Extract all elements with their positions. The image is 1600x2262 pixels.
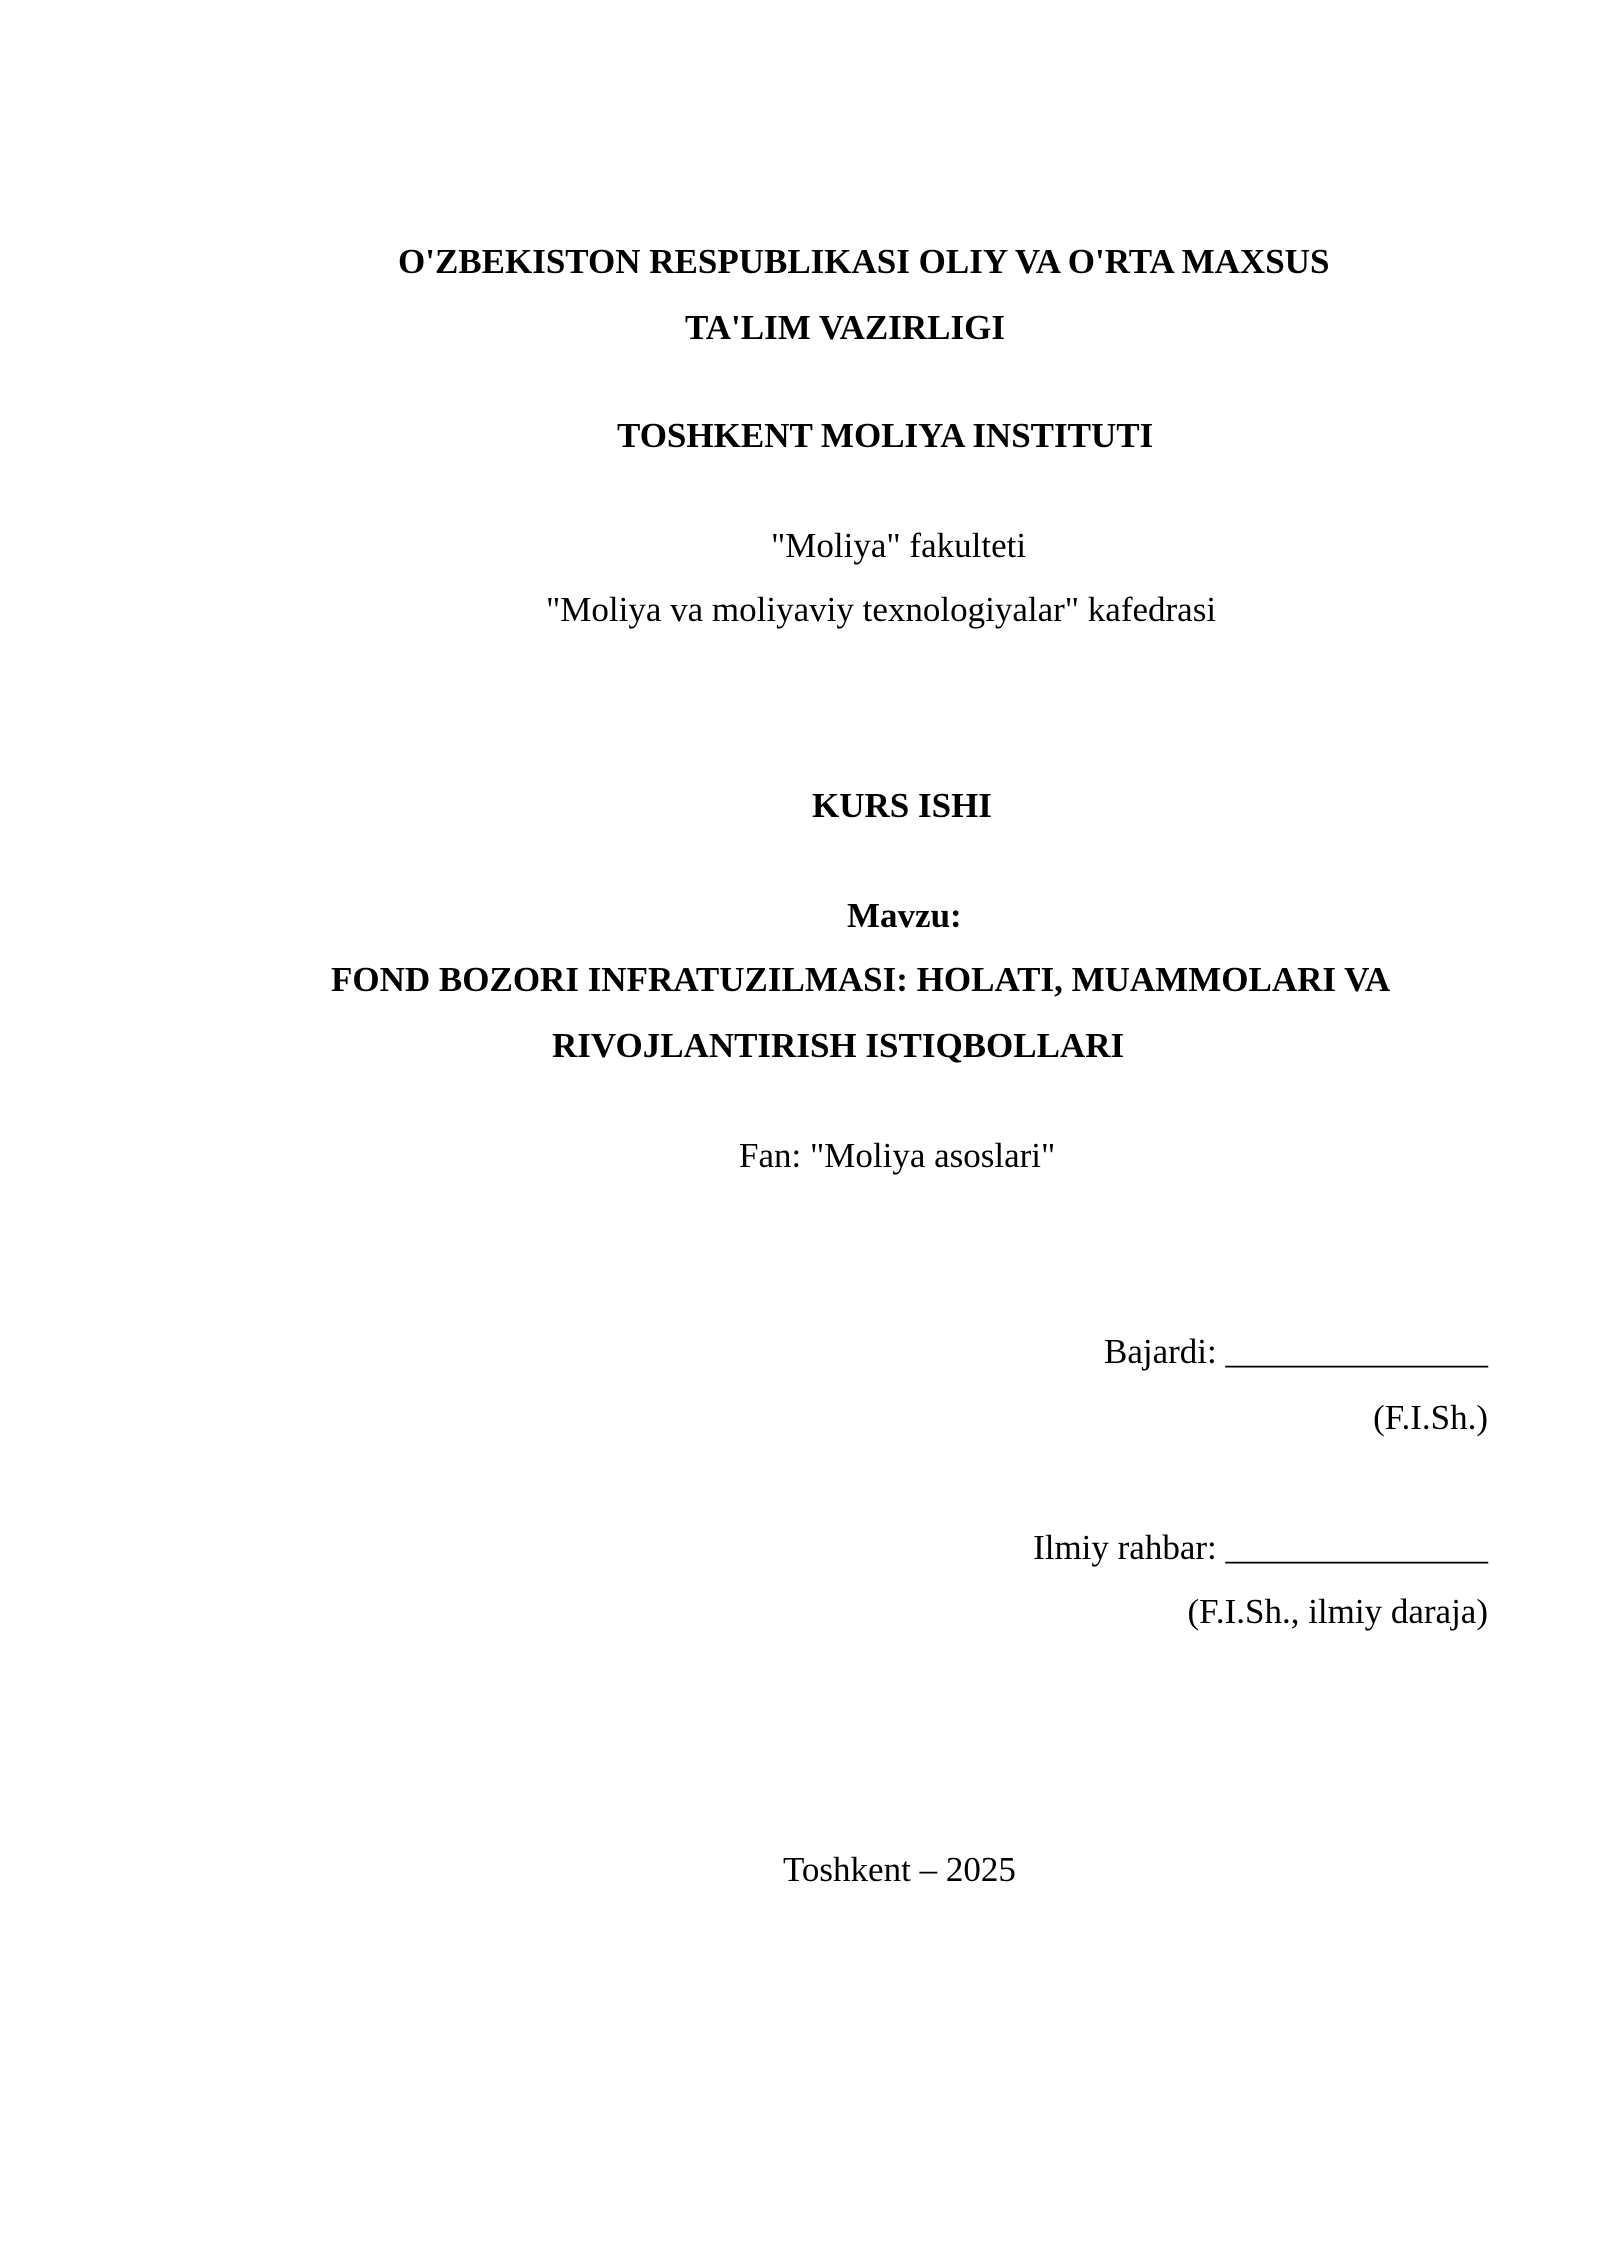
ministry-line-1: O'ZBEKISTON RESPUBLIKASI OLIY VA O'RTA MAXSUS [398,242,1330,281]
city-year: Toshkent – 2025 [783,1850,1016,1889]
department-name: "Moliya va moliyaviy texnologiyalar" kafedrasi [546,590,1217,629]
performer-note: (F.I.Sh.) [1373,1398,1488,1437]
topic-line-2: RIVOJLANTIRISH ISTIQBOLLARI [552,1026,1125,1065]
performer-signature: Bajardi: _______________ [1104,1332,1488,1371]
supervisor-signature: Ilmiy rahbar: _______________ [1033,1528,1488,1567]
supervisor-note: (F.I.Sh., ilmiy daraja) [1187,1592,1488,1631]
ministry-line-2: TA'LIM VAZIRLIGI [685,308,1005,347]
work-type: KURS ISHI [812,786,992,825]
institute-name: TOSHKENT MOLIYA INSTITUTI [617,416,1154,455]
faculty-name: "Moliya" fakulteti [771,526,1027,565]
subject-name: Fan: "Moliya asoslari" [739,1136,1056,1175]
topic-line-1: FOND BOZORI INFRATUZILMASI: HOLATI, MUAMMOLARI VA [331,960,1391,999]
topic-label: Mavzu: [847,896,962,935]
